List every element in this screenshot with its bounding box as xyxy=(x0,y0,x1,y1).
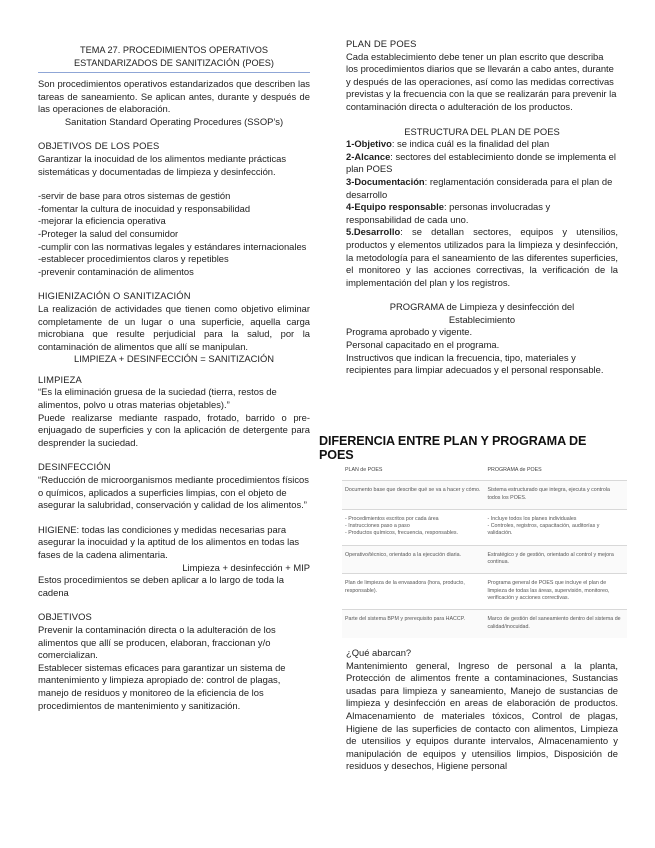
objetivos-heading: OBJETIVOS xyxy=(38,611,92,623)
abarcan-section xyxy=(346,647,618,773)
table-cell-plan: - Procedimientos escritos por cada área - Instrucciones paso a paso - Productos químicos, frecuencia, responsables. xyxy=(342,509,485,545)
list-item: -Proteger la salud del consumidor xyxy=(38,227,179,239)
higiene-text: HIGIENE: todas las condiciones y medidas necesarias para asegurar la inocuidad y la aptitud de los alimentos en todas las fases de la cadena alimentaria. xyxy=(38,523,300,560)
plan-heading: PLAN DE POES xyxy=(346,38,417,49)
programa-heading-line-1: PROGRAMA de Limpieza y desinfección del xyxy=(389,301,575,313)
table-cell-programa: - Incluye todos los planes individuales - Controles, registros, capacitación, auditorías y validación. xyxy=(485,509,628,545)
programa-item: Instructivos que indican la frecuencia, tipo, materiales y recipientes para limpiar adecuados y el personal responsable. xyxy=(346,351,604,376)
programa-heading-line-2: Establecimiento xyxy=(448,313,516,325)
higienizacion-heading: HIGIENIZACIÓN O SANITIZACIÓN xyxy=(38,290,191,302)
programa-item: Programa aprobado y vigente. xyxy=(346,326,473,338)
desinfeccion-text: “Reducción de microorganismos mediante procedimientos físicos o químicos, aplicados a superficies limpias, con el objeto de asegurar la salubridad, conservación y calidad de los alimentos.” xyxy=(38,474,309,511)
left-column xyxy=(38,44,310,712)
table-cell-programa: Sistema estructurado que integra, ejecuta y controla todos los POES. xyxy=(485,481,628,510)
estructura-item-label: 1-Objetivo xyxy=(346,138,392,150)
estructura-item xyxy=(346,201,618,226)
table-cell-plan: Operativo/técnico, orientado a la ejecución diaria. xyxy=(342,545,485,574)
table-header-plan: PLAN de POES xyxy=(345,467,383,473)
list-item: -cumplir con las normativas legales y estándares internacionales xyxy=(38,240,307,252)
estructura-item-text: : se detallan sectores, equipos y utensilios, productos y elementos utilizados para la limpieza y desinfección, la metodología para el saneamiento de las diferentes superficies, el monitoreo y las acciones correctivas, la verificación de la implementación del plan y los registros. xyxy=(346,226,618,288)
estructura-item-text: : personas involucradas y responsabilidad de cada uno. xyxy=(346,201,551,225)
page-title-line-2: ESTANDARIZADOS DE SANITIZACIÓN (POES) xyxy=(74,57,274,68)
formula-sanitizacion: LIMPIEZA + DESINFECCIÓN = SANITIZACIÓN xyxy=(73,353,275,365)
objetivos-text-2: Establecer sistemas eficaces para garantizar un sistema de mantenimiento y limpieza apropiado de: control de plagas, manejo de residuos y monitoreo de la eficiencia de los procedimientos de mantenimiento y sanitización. xyxy=(38,661,286,711)
programa-item: Personal capacitado en el programa. xyxy=(346,339,500,351)
table-cell-programa: Estratégico y de gestión, orientado al control y mejora continua. xyxy=(485,545,628,574)
intro-english-term: Sanitation Standard Operating Procedures (SSOP’s) xyxy=(64,115,284,127)
plan-text: Cada establecimiento debe tener un plan escrito que describa los procedimientos diarios que se llevarán a cabo antes, durante y después de las operaciones, así como las medidas correctivas previstas y la frecuencia con la que se realizarán para prevenir la contaminación directa o adulteración de los productos. xyxy=(346,50,617,112)
table-cell-programa: Programa general de POES que incluye el plan de limpieza de todas las áreas, supervisión, monitoreo, verificación y acciones correctivas. xyxy=(485,574,628,610)
estructura-item-text: : se indica cuál es la finalidad del plan xyxy=(391,138,550,150)
estructura-list xyxy=(346,138,618,289)
estructura-item xyxy=(346,138,618,151)
estructura-item-label: 2-Alcance xyxy=(346,150,391,162)
table-row xyxy=(342,481,627,510)
table-cell-programa: Marco de gestión del saneamiento dentro del sistema de calidad/inocuidad. xyxy=(485,610,628,638)
list-item: -mejorar la eficiencia operativa xyxy=(38,215,166,227)
cadena-text: Estos procedimientos se deben aplicar a lo largo de toda la cadena xyxy=(38,574,284,598)
objetivos-poes-text: Garantizar la inocuidad de los alimentos mediante prácticas sistemáticas y documentadas de limpieza y desinfección. xyxy=(38,152,287,177)
table-row xyxy=(342,610,627,638)
diferencia-heading: DIFERENCIA ENTRE PLAN Y PROGRAMA DE POES xyxy=(319,434,587,462)
limpieza-heading: LIMPIEZA xyxy=(38,373,82,385)
list-item: -servir de base para otros sistemas de gestión xyxy=(38,190,231,202)
estructura-item xyxy=(346,151,618,176)
table-cell-plan: Parte del sistema BPM y prerequisito para HACCP. xyxy=(342,610,485,638)
table-cell-plan: Plan de limpieza de la envasadora (hora, producto, responsable). xyxy=(342,574,485,610)
abarcan-heading: ¿Qué abarcan? xyxy=(346,647,412,658)
objetivos-list xyxy=(38,190,310,278)
estructura-item xyxy=(346,226,618,289)
estructura-item-text: : sectores del establecimiento donde se implementa el plan POES xyxy=(346,150,616,175)
title-divider xyxy=(38,72,310,73)
table-header-programa: PROGRAMA de POES xyxy=(487,467,542,473)
desinfeccion-heading: DESINFECCIÓN xyxy=(38,461,111,473)
objetivos-poes-heading: OBJETIVOS DE LOS POES xyxy=(38,140,160,152)
right-column xyxy=(346,38,618,377)
limpieza-text: Puede realizarse mediante raspado, frotado, barrido o pre-enjuagado de superficies y con la aplicación de detergente para desprender la suciedad. xyxy=(38,411,310,448)
estructura-item-label: 4-Equipo responsable xyxy=(346,201,444,213)
table-header-row xyxy=(342,465,627,481)
list-item: -prevenir contaminación de alimentos xyxy=(38,265,194,277)
limpieza-quote: “Es la eliminación gruesa de la suciedad (tierra, restos de alimentos, polvo u otras materias objetables).” xyxy=(38,386,277,411)
comparison-table xyxy=(342,465,627,638)
intro-paragraph: Son procedimientos operativos estandarizados que describen las tareas de saneamiento. Se aplican antes, durante y después de las operaciones de elaboración. xyxy=(38,78,310,115)
objetivos-text-1: Prevenir la contaminación directa o la adulteración de los alimentos que allí se producen, elaboran, fraccionan y/o comercializan. xyxy=(38,623,276,661)
table-row xyxy=(342,509,627,545)
formula-mip: Limpieza + desinfección + MIP xyxy=(182,561,310,573)
table-row xyxy=(342,574,627,610)
abarcan-text: Mantenimiento general, Ingreso de personal a la planta, Protección de alimentos frente a contaminaciones, Sustancias usadas para limpieza y saneamiento, Manejo de sustancias de limpieza y desinfección en areas de elaboración de productos. Almacenamiento de materiales tóxicos, Control de plagas, Higiene de las superficies de contacto con alimentos, Limpieza de utensilios y equipos durante intervalos, Almacenamiento y manipulación de equipos y utensilios limpios, Disposición de residuos y desechos, Higiene personal xyxy=(346,659,618,772)
list-item: -establecer procedimientos claros y repetibles xyxy=(38,253,229,265)
estructura-item-label: 3-Documentación xyxy=(346,175,425,187)
table-cell-plan: Documento base que describe qué se va a hacer y cómo. xyxy=(342,481,485,510)
table-row xyxy=(342,545,627,574)
page-title-line-1: TEMA 27. PROCEDIMIENTOS OPERATIVOS xyxy=(79,45,269,55)
estructura-heading: ESTRUCTURA DEL PLAN DE POES xyxy=(404,125,560,137)
higienizacion-text: La realización de actividades que tienen como objetivo eliminar completamente de un lugar o una superficie, aquella carga microbiana que resulte perjudicial para la salud, por la contaminación de alimentos que allí se manipulan. xyxy=(38,302,310,352)
estructura-item-text: : reglamentación considerada para el plan de desarrollo xyxy=(346,175,613,200)
estructura-item-label: 5.Desarrollo xyxy=(346,226,401,238)
estructura-item xyxy=(346,176,618,201)
list-item: -fomentar la cultura de inocuidad y responsabilidad xyxy=(38,202,251,214)
